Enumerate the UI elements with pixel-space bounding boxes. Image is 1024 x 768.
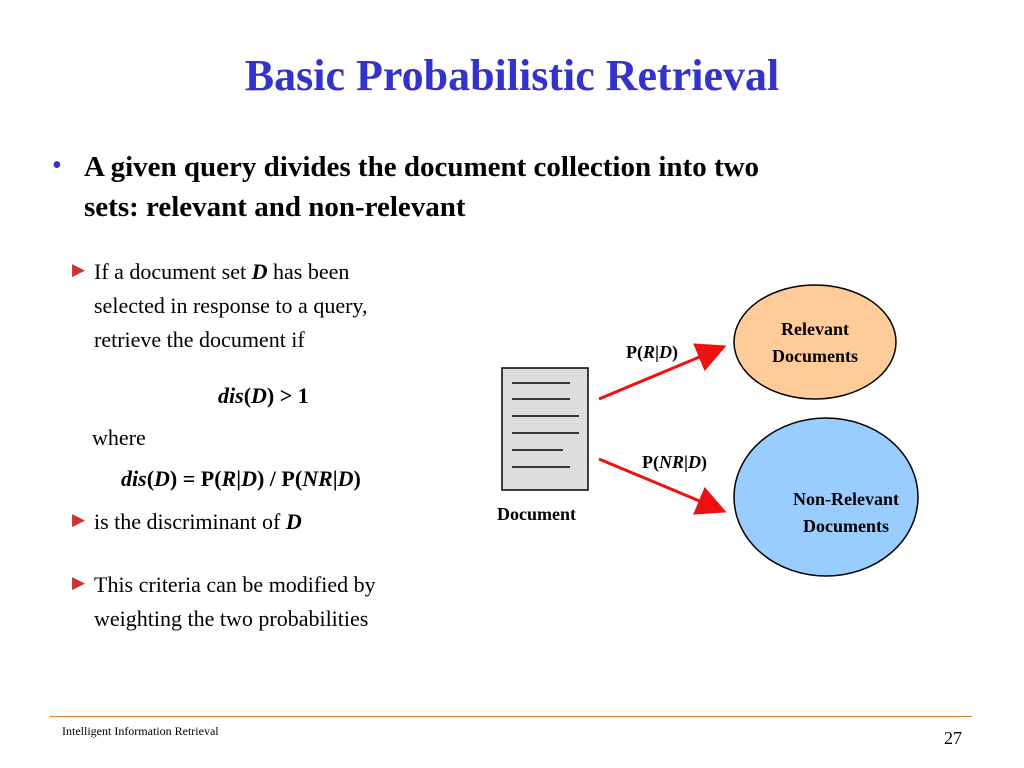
def-d-2: D <box>337 466 354 491</box>
prob-relevant-close: ) <box>671 342 678 362</box>
def-bar-2: | <box>332 466 338 491</box>
def-d-1: D <box>241 466 257 491</box>
formula-rest: ) > 1 <box>266 383 309 408</box>
sub-bullet-arrow-icon: ▶ <box>72 260 86 279</box>
footer-course-title: Intelligent Information Retrieval <box>62 724 219 738</box>
bullet-dot-icon: • <box>52 150 62 181</box>
sub-bullet-3-line-1: This criteria can be modified by <box>94 572 376 597</box>
main-bullet-line-1: A given query divides the document collection into two <box>84 151 760 183</box>
variable-d: D <box>251 259 268 284</box>
prob-relevant-d: D <box>658 342 672 362</box>
sub-bullet-2-text: is the discriminant of <box>94 509 286 534</box>
def-r: R <box>221 466 237 491</box>
prob-nonrelevant-nr: NR <box>659 452 685 472</box>
sub-bullet-arrow-icon: ▶ <box>72 510 86 529</box>
sub-bullet-1-line-3: retrieve the document if <box>94 327 305 352</box>
page-number: 27 <box>944 728 962 748</box>
sub-bullet-arrow-icon: ▶ <box>72 573 86 592</box>
def-dis: dis <box>121 466 147 491</box>
sub-bullet-3-line-2: weighting the two probabilities <box>94 606 369 631</box>
footer-rule <box>50 716 972 717</box>
sub-bullet-2-d: D <box>285 509 302 534</box>
slide-title: Basic Probabilistic Retrieval <box>244 51 780 100</box>
def-d: D <box>154 466 170 491</box>
def-mid: ) / P( <box>256 466 303 491</box>
prob-nonrelevant-d: D <box>687 452 701 472</box>
formula-dis: dis <box>218 383 244 408</box>
prob-relevant-r: R <box>643 342 656 362</box>
nonrelevant-node-label <box>756 486 936 540</box>
prob-nonrelevant-label <box>642 452 707 473</box>
where-text: where <box>92 425 146 450</box>
relevant-node-label <box>742 316 888 370</box>
sub-bullet-1-line-2: selected in response to a query, <box>94 293 368 318</box>
prob-nonrelevant-close: ) <box>700 452 707 472</box>
sub-bullet-1-text-a: If a document set <box>94 259 252 284</box>
prob-relevant-prefix: P( <box>626 342 643 362</box>
nonrelevant-node-line-1: Non-Relevant <box>793 489 899 509</box>
document-label: Document <box>497 504 576 524</box>
nonrelevant-node-line-2: Documents <box>803 516 889 536</box>
formula-d: D <box>251 383 267 408</box>
def-eq: ) = P( <box>169 466 222 491</box>
sub-bullet-1-text-b: has been <box>267 259 350 284</box>
main-bullet-line-2: sets: relevant and non-relevant <box>84 191 466 223</box>
def-close: ) <box>353 466 361 491</box>
def-bar-1: | <box>236 466 242 491</box>
prob-relevant-label <box>626 342 678 363</box>
document-icon <box>502 368 588 490</box>
prob-nonrelevant-bar: | <box>684 452 688 472</box>
prob-nonrelevant-prefix: P( <box>642 452 659 472</box>
prob-relevant-bar: | <box>655 342 659 362</box>
relevant-node-line-2: Documents <box>772 346 858 366</box>
def-open: ( <box>146 466 155 491</box>
def-nr: NR <box>302 466 333 491</box>
relevant-node-line-1: Relevant <box>781 319 849 339</box>
formula-open: ( <box>243 383 252 408</box>
